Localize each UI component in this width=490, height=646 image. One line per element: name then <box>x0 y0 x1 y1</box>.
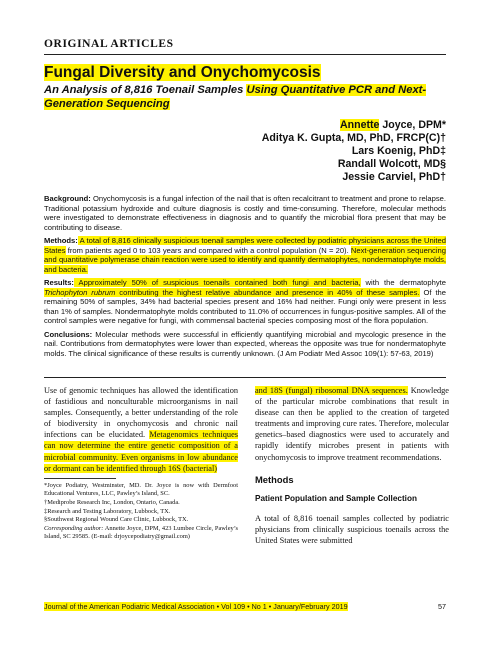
methods-label: Methods: <box>44 236 78 245</box>
abstract <box>44 194 446 378</box>
footnote-corresponding <box>44 525 238 542</box>
abstract-background <box>44 194 446 232</box>
abstract-conclusions <box>44 330 446 359</box>
subtitle-highlight: Using Quantitative PCR and Next-Generation Sequencing <box>44 84 427 110</box>
author-1-rest: Joyce, DPM* <box>379 119 446 131</box>
results-highlight-2: contributing the highest relative abundance and presence in 40% of these samples. <box>115 287 420 297</box>
article-title <box>44 64 321 82</box>
methods-heading: Methods <box>255 473 294 485</box>
footnote-3: ‡Research and Testing Laboratory, Lubbock, TX. <box>44 507 171 515</box>
results-highlight-1: Approximately 50% of suspicious toenails contained both fungi and bacteria, <box>73 278 361 287</box>
intro-highlight: Metagenomics techniques can now determine the entire genetic composition of a microbial community. Even organisms in low abundance or dormant can be identified through 16S (bacterial) <box>44 430 238 473</box>
body-column-right <box>255 385 449 546</box>
intro-plain: Use of genomic techniques has allowed the identification of fastidious and nonculturable microorganisms in nail samples. Consequently, a better understanding of the role of biodiversity in onychomycosis and chronic nail infections can be elucidated. <box>44 386 238 440</box>
conclusions-text: Molecular methods were successful in efficiently quantifying microbial and mycologic presence in the nail. Contributions from dermatophytes were lower than expected, whereas the opposite was true for nondermatophyte molds. The clinical significance of these results is currently unknown. (J Am Podiatr Med Assoc 109(1): 57-63, 2019) <box>44 329 446 358</box>
results-species: Trichophyton rubrum <box>44 287 116 297</box>
section-header: ORIGINAL ARTICLES <box>44 38 174 50</box>
continued-paragraph <box>255 385 449 463</box>
author-list <box>262 119 446 184</box>
body-column-left <box>44 385 238 542</box>
corresponding-text: Annette Joyce, DPM, 423 Lumbee Circle, Pawley’s Island, SC 29585. (E-mail: drjoycepodiatry@gmail.com) <box>44 524 238 541</box>
continued-highlight: and 18S (fungal) ribosomal DNA sequences. <box>255 386 408 395</box>
patient-paragraph: A total of 8,816 toenail samples collected by podiatric physicians from clinically suspicious toenails across the United States were submitted <box>255 513 449 545</box>
corresponding-label: Corresponding author: <box>44 524 104 532</box>
background-label: Background: <box>44 194 91 203</box>
footnote-4: §Southwest Regional Wound Care Clinic, Lubbock, TX. <box>44 516 189 524</box>
author-2: Aditya K. Gupta, MD, PhD, FRCP(C)† <box>261 132 446 144</box>
author-4: Randall Wolcott, MD§ <box>337 158 446 170</box>
background-text: Onychomycosis is a fungal infection of the nail that is often recalcitrant to treatment and prone to relapse. Traditional potassium hydroxide and culture diagnosis is costly and time-consuming. Therefore, molecular methods were investigated to demonstrate effectiveness in diagnosis and to quantify the microbial flora present that may be contributing to disease. <box>44 194 446 232</box>
journal-citation: Journal of the American Podiatric Medical Association • Vol 109 • No 1 • January/February 2019 <box>44 602 348 611</box>
abstract-results <box>44 278 446 326</box>
footnote-2: †Mediprobe Research Inc, London, Ontario, Canada. <box>44 498 180 506</box>
author-3: Lars Koenig, PhD‡ <box>351 145 446 157</box>
title-main: Fungal Diversity and Onychomycosis <box>44 64 321 81</box>
author-1-first: Annette <box>340 119 380 131</box>
header-rule <box>44 54 446 55</box>
conclusions-label: Conclusions: <box>44 329 93 339</box>
results-plain-2: Of the remaining 50% of samples, 34% had bacterial species present and 16% had neither. Fungi only were present in less than 1% of samples. Nondermatophyte molds contributed to 11.0% of occurrences in fungus-positive samples. All of the control samples were negative for fungi, with commensal bacterial species composing most of the flora population. <box>44 287 447 325</box>
author-1 <box>262 119 446 132</box>
author-5: Jessie Carviel, PhD† <box>342 171 446 183</box>
subtitle-plain: An Analysis of 8,816 Toenail Samples <box>44 84 247 96</box>
patient-subheading: Patient Population and Sample Collection <box>255 493 417 503</box>
intro-paragraph <box>44 385 238 474</box>
continued-plain: Knowledge of the particular microbe combinations that result in disease can then be applied to the creation of targeted treatments and improving cure rates. Therefore, molecular genetics–based diagnostics were used to accurately and rapidly identify microbes present in patients with onychomycosis to improve treatment recommendations. <box>255 386 449 462</box>
results-label: Results: <box>44 278 74 287</box>
footnote-1: *Joyce Podiatry, Westminster, MD. Dr. Joyce is now with Dermfoot Educational Ventures, LLC, Pawley’s Island, SC. <box>44 481 238 498</box>
abstract-methods <box>44 236 446 274</box>
results-plain-1: with the dermatophyte <box>360 278 446 287</box>
page-number: 57 <box>438 602 446 611</box>
article-subtitle <box>44 83 449 111</box>
footnote-rule <box>44 478 116 479</box>
methods-plain: from patients aged 0 to 103 years and compared with a control population (N = 20). <box>65 245 351 255</box>
methods-highlight-2: Next-generation sequencing and quantitative polymerase chain reaction were used to identify and quantify dermatophytes, nondermatophyte molds, and bacteria. <box>44 245 446 274</box>
methods-highlight-1: A total of 8,816 clinically suspicious toenail samples were collected by podiatric physicians across the United States <box>44 236 446 255</box>
